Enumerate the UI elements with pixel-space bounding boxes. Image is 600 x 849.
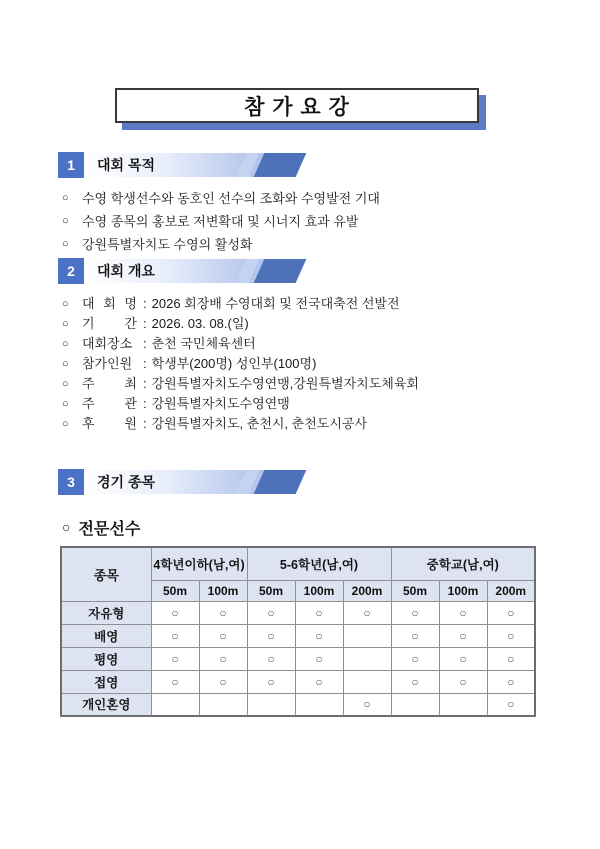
event-cell: ○ <box>199 670 247 693</box>
event-cell: ○ <box>439 647 487 670</box>
event-cell: ○ <box>391 647 439 670</box>
event-cell: ○ <box>247 624 295 647</box>
info-label: 주 최 <box>82 376 137 391</box>
event-cell <box>439 693 487 716</box>
info-label: 참가인원 <box>82 356 133 371</box>
event-cell: ○ <box>247 670 295 693</box>
event-cell <box>343 670 391 693</box>
bullet-icon: ○ <box>62 398 69 410</box>
distance-header: 50m <box>247 580 295 601</box>
info-label: 기 간 <box>82 316 137 331</box>
event-cell: ○ <box>247 647 295 670</box>
event-cell <box>247 693 295 716</box>
event-cell: ○ <box>391 601 439 624</box>
distance-header: 200m <box>343 580 391 601</box>
bullet-icon: ○ <box>62 192 69 204</box>
event-cell: ○ <box>439 670 487 693</box>
info-label: 주 관 <box>82 396 137 411</box>
events-table-wrap <box>60 546 536 717</box>
events-table <box>60 546 536 717</box>
info-value: 2026 회장배 수영대회 및 전국대축전 선발전 <box>151 296 400 311</box>
event-cell: ○ <box>439 601 487 624</box>
table-row <box>61 693 535 716</box>
table-row <box>61 647 535 670</box>
section-3-number-badge: 3 <box>58 469 84 495</box>
info-value: 춘천 국민체육센터 <box>151 336 256 351</box>
section-1-title: 대회 목적 <box>97 157 155 173</box>
distance-header: 50m <box>151 580 199 601</box>
section-2-title: 대회 개요 <box>97 263 155 279</box>
page-title: 참 가 요 강 <box>244 95 350 119</box>
bullet-icon: ○ <box>62 298 69 310</box>
bullet-icon: ○ <box>62 358 69 370</box>
bullet-icon: ○ <box>62 215 69 227</box>
table-group-header-row <box>61 547 535 580</box>
event-cell: ○ <box>151 647 199 670</box>
event-cell: ○ <box>247 601 295 624</box>
info-line <box>62 334 419 354</box>
event-cell: ○ <box>487 601 535 624</box>
distance-header: 50m <box>391 580 439 601</box>
section-2-item-list <box>62 294 419 434</box>
bullet-line <box>62 187 380 210</box>
banner-endcap <box>254 470 307 494</box>
bullet-line <box>62 233 380 256</box>
event-cell: ○ <box>487 693 535 716</box>
info-line <box>62 314 419 334</box>
event-cell <box>343 624 391 647</box>
event-cell: ○ <box>151 601 199 624</box>
distance-header: 100m <box>439 580 487 601</box>
bullet-line <box>62 210 380 233</box>
info-line <box>62 374 419 394</box>
distance-header: 100m <box>295 580 343 601</box>
event-cell: ○ <box>295 670 343 693</box>
table-group-header: 5-6학년(남,여) <box>247 547 391 580</box>
section-2-number-badge: 2 <box>58 258 84 284</box>
info-line <box>62 354 419 374</box>
event-cell: ○ <box>199 601 247 624</box>
table-row <box>61 624 535 647</box>
info-label: 대 회 명 <box>82 296 137 311</box>
event-cell: ○ <box>151 670 199 693</box>
info-colon: : <box>143 316 147 331</box>
table-group-header: 4학년이하(남,여) <box>151 547 247 580</box>
bullet-text: 수영 학생선수와 동호인 선수의 조화와 수영발전 기대 <box>82 191 380 206</box>
info-label: 대회장소 <box>82 336 133 351</box>
subheading-professional-swimmers <box>62 516 140 538</box>
distance-header: 100m <box>199 580 247 601</box>
event-cell: ○ <box>295 647 343 670</box>
info-colon: : <box>143 356 147 371</box>
section-2-banner <box>89 259 285 283</box>
info-value: 2026. 03. 08.(일) <box>151 316 249 331</box>
info-value: 강원특별자치도수영연맹,강원특별자치도체육회 <box>151 376 419 391</box>
bullet-icon: ○ <box>62 519 71 535</box>
event-row-label: 접영 <box>61 670 151 693</box>
section-1-bullet-list <box>62 187 380 256</box>
info-colon: : <box>143 396 147 411</box>
banner-endcap <box>254 259 307 283</box>
info-colon: : <box>143 336 147 351</box>
section-3-banner <box>89 470 285 494</box>
bullet-icon: ○ <box>62 318 69 330</box>
info-line <box>62 394 419 414</box>
event-cell <box>343 647 391 670</box>
event-cell <box>391 693 439 716</box>
event-cell <box>295 693 343 716</box>
event-cell: ○ <box>439 624 487 647</box>
bullet-text: 수영 종목의 홍보로 저변확대 및 시너지 효과 유발 <box>82 214 359 229</box>
event-cell: ○ <box>199 647 247 670</box>
distance-header: 200m <box>487 580 535 601</box>
bullet-icon: ○ <box>62 338 69 350</box>
info-line <box>62 414 419 434</box>
info-colon: : <box>143 416 147 431</box>
section-3-title: 경기 종목 <box>97 474 155 490</box>
info-label: 후 원 <box>82 416 137 431</box>
event-cell: ○ <box>391 624 439 647</box>
section-1-banner <box>89 153 285 177</box>
info-value: 학생부(200명) 성인부(100명) <box>151 356 317 371</box>
event-cell: ○ <box>199 624 247 647</box>
event-row-label: 배영 <box>61 624 151 647</box>
info-colon: : <box>143 296 147 311</box>
event-cell <box>151 693 199 716</box>
info-value: 강원특별자치도수영연맹 <box>151 396 290 411</box>
event-cell: ○ <box>487 624 535 647</box>
table-corner-header: 종목 <box>61 547 151 601</box>
info-colon: : <box>143 376 147 391</box>
bullet-text: 강원특별자치도 수영의 활성화 <box>82 237 253 252</box>
event-cell: ○ <box>295 601 343 624</box>
event-cell <box>199 693 247 716</box>
bullet-icon: ○ <box>62 418 69 430</box>
event-cell: ○ <box>151 624 199 647</box>
banner-endcap <box>254 153 307 177</box>
event-cell: ○ <box>487 647 535 670</box>
event-cell: ○ <box>343 601 391 624</box>
event-cell: ○ <box>295 624 343 647</box>
event-cell: ○ <box>343 693 391 716</box>
section-1-number-badge: 1 <box>58 152 84 178</box>
subheading-text: 전문선수 <box>78 520 141 538</box>
event-row-label: 자유형 <box>61 601 151 624</box>
table-group-header: 중학교(남,여) <box>391 547 535 580</box>
info-line <box>62 294 419 314</box>
info-value: 강원특별자치도, 춘천시, 춘천도시공사 <box>151 416 368 431</box>
event-cell: ○ <box>487 670 535 693</box>
bullet-icon: ○ <box>62 378 69 390</box>
table-row <box>61 670 535 693</box>
event-row-label: 개인혼영 <box>61 693 151 716</box>
bullet-icon: ○ <box>62 238 69 250</box>
page-title-box <box>115 88 479 123</box>
event-row-label: 평영 <box>61 647 151 670</box>
event-cell: ○ <box>391 670 439 693</box>
table-row <box>61 601 535 624</box>
